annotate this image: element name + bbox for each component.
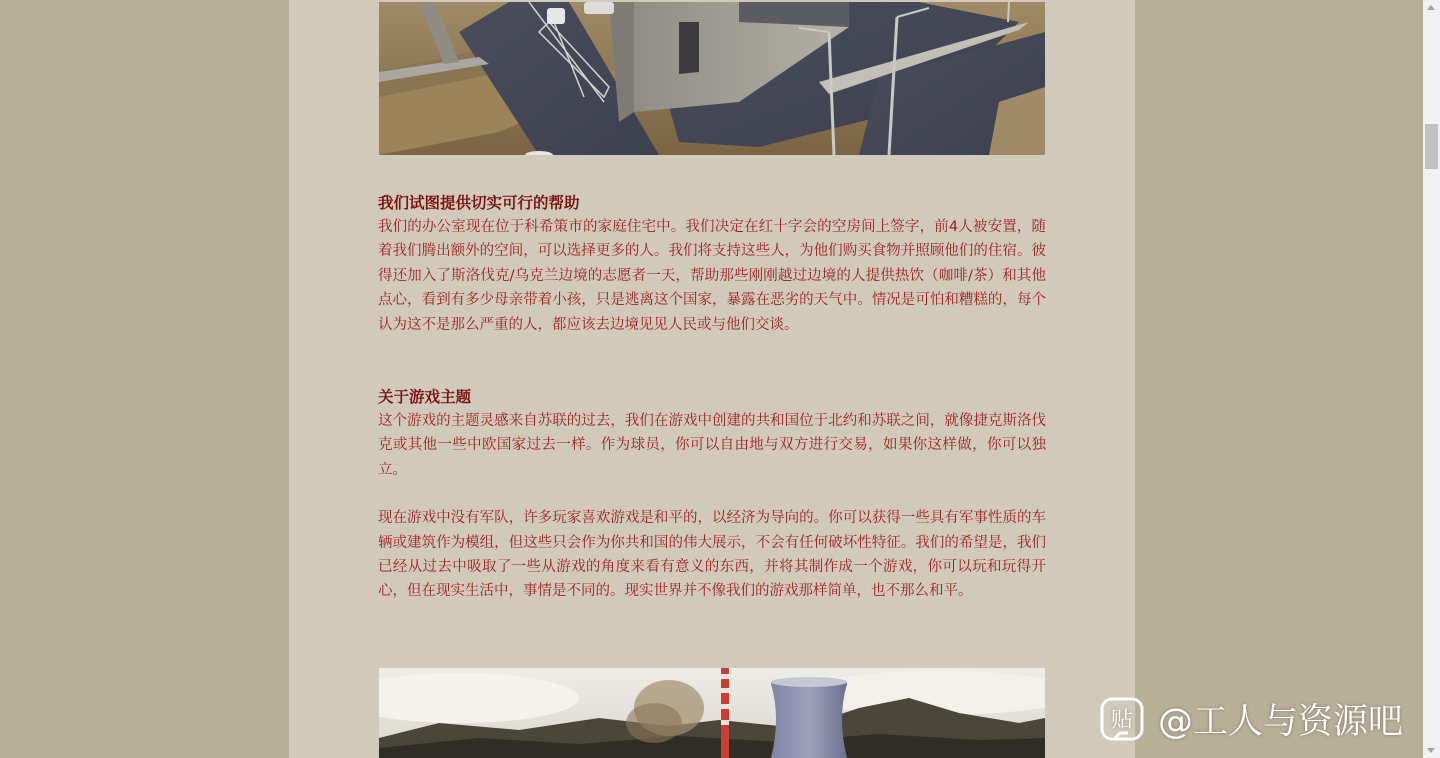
game-screenshot-city-aerial <box>379 2 1045 155</box>
paragraph-theme-2: 现在游戏中没有军队，许多玩家喜欢游戏是和平的，以经济为导向的。你可以获得一些具有军事性质的车辆或建筑作为模组，但这些只会作为你共和国的伟大展示，不会有任何破坏性特征。我们的希望是，我们已经从过去中吸取了一些从游戏的角度来看有意义的东西，并将其制作成一个游戏，你可以玩和玩得开心，但在现实生活中，事情是不同的。现实世界并不像我们的游戏那样简单，也不那么和平。 <box>378 510 1046 600</box>
watermark <box>1100 695 1403 743</box>
tieba-logo-icon <box>1100 697 1144 741</box>
game-screenshot-power-plant <box>379 668 1045 758</box>
vertical-scrollbar[interactable] <box>1423 0 1440 758</box>
article-section-theme <box>378 385 1046 604</box>
paragraph-help: 我们的办公室现在位于科希策市的家庭住宅中。我们决定在红十字会的空房间上签字，前4人被安置，随着我们腾出额外的空间，可以选择更多的人。我们将支持这些人，为他们购买食物并照顾他们的住宿。彼得还加入了斯洛伐克/乌克兰边境的志愿者一天，帮助那些刚刚越过边境的人提供热饮（咖啡/茶）和其他点心，看到有多少母亲带着小孩，只是逃离这个国家，暴露在恶劣的天气中。情况是可怕和糟糕的，每个认为这不是那么严重的人，都应该去边境见见人民或与他们交谈。 <box>378 219 1046 333</box>
watermark-text: @工人与资源吧 <box>1158 702 1404 742</box>
scrollbar-thumb[interactable] <box>1425 124 1438 169</box>
svg-text:贴: 贴 <box>1110 708 1134 733</box>
scroll-up-icon[interactable] <box>1427 5 1435 10</box>
section-heading-theme: 关于游戏主题 <box>378 387 472 406</box>
article-section-help <box>378 191 1046 337</box>
section-heading-help: 我们试图提供切实可行的帮助 <box>378 193 580 212</box>
paragraph-theme-1: 这个游戏的主题灵感来自苏联的过去，我们在游戏中创建的共和国位于北约和苏联之间，就像捷克斯洛伐克或其他一些中欧国家过去一样。作为球员，你可以自由地与双方进行交易，如果你这样做，你可以独立。 <box>378 413 1046 478</box>
scroll-down-icon[interactable] <box>1427 748 1435 753</box>
